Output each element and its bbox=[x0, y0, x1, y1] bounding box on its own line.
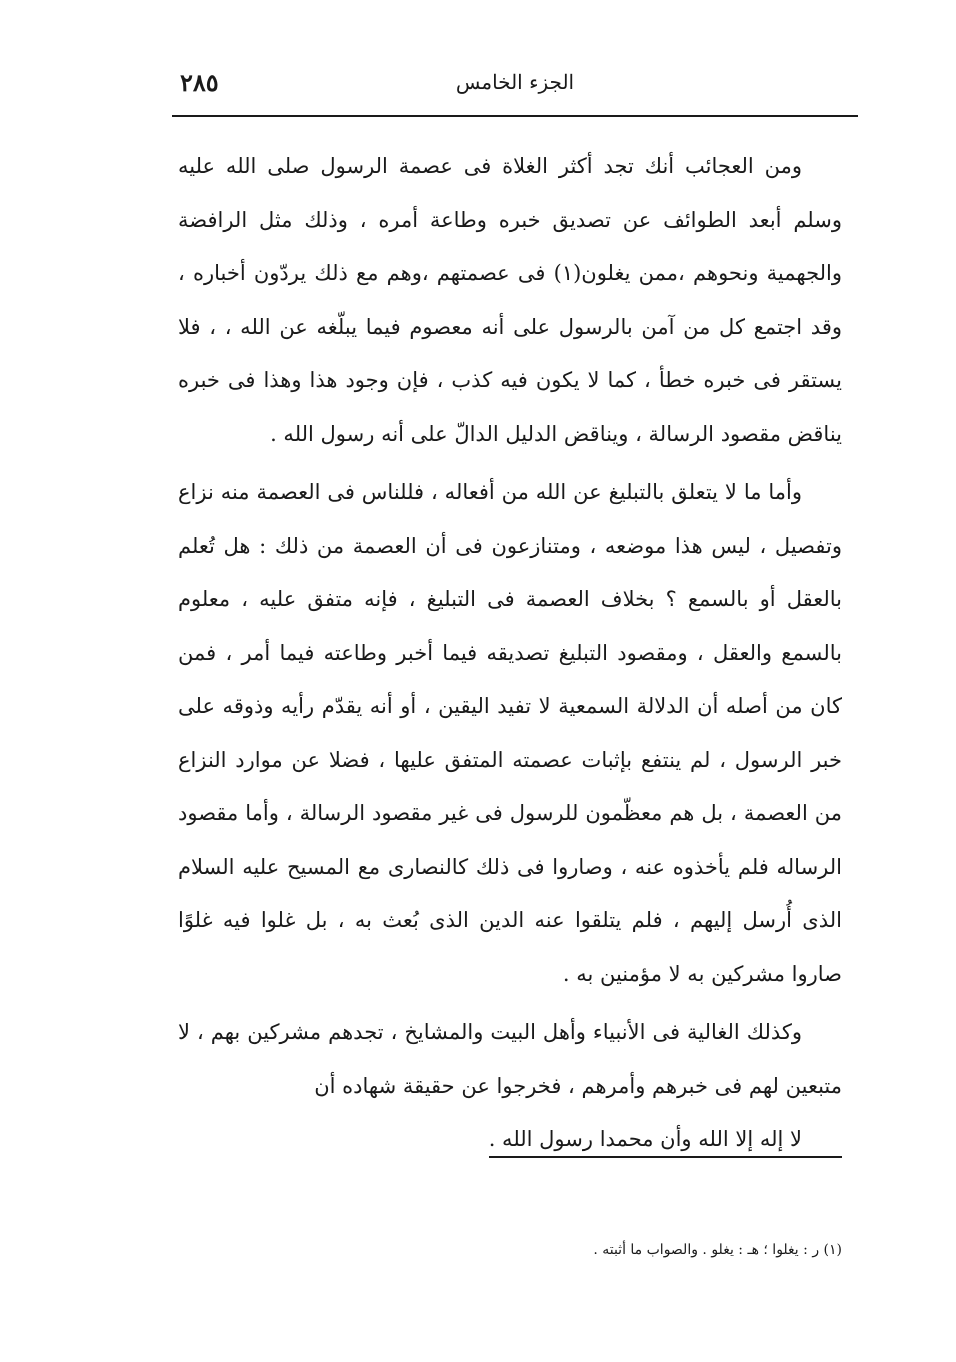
closing-line: لا إله إلا الله وأن محمدا رسول الله . bbox=[489, 1122, 842, 1158]
paragraph-3-text: وكذلك الغالية فى الأنبياء وأهل البيت والمشايخ ، تجدهم مشركين بهم ، لا متبعين لهم فى خبرهم وأمرهم ، فخرجوا عن حقيقة شهاده أن bbox=[178, 1020, 842, 1098]
paragraph-1: ومن العجائب أنك تجد أكثر الغلاة فى عصمة الرسول صلى الله عليه وسلم أبعد الطوائف عن تصديق خبره وطاعة أمره ، وذلك مثل الرافضة والجهمية ونحوهم ،ممن يغلون(١) فى عصمتهم ،وهم مع ذلك يردّون أخباره ، وقد اجتمع كل من آمن بالرسول على أنه معصوم فيما يبلّغه عن الله ، ، فلا يستقر فى خبره خطأ ، كما لا يكون فيه كذب ، فإن وجود هذا وهذا فى خبره يناقض مقصود الرسالة ، ويناقض الدليل الدالّ على أنه رسول الله . bbox=[178, 154, 842, 446]
footnote: (١) ر : يغلوا ؛ هـ : يغلو . والصواب ما أثبته . bbox=[593, 1242, 842, 1258]
running-head: الجزء الخامس bbox=[455, 70, 575, 94]
paragraph-3 bbox=[178, 1006, 842, 1167]
body-text bbox=[178, 140, 842, 1167]
paragraph-2: وأما ما لا يتعلق بالتبليغ عن الله من أفعاله ، فللناس فى العصمة منه نزاع وتفصيل ، ليس هذا موضعه ، ومتنازعون فى أن العصمة من ذلك : هل تُعلم بالعقل أو بالسمع ؟ بخلاف العصمة فى التبليغ ، فإنه متفق عليه ، معلوم بالسمع والعقل ، ومقصود التبليغ تصديقه فيما أخبر وطاعته فيما أمر ، فمن كان من أصله أن الدلالة السمعية لا تفيد اليقين ، أو أنه يقدّم رأيه وذوقه على خبر الرسول ، لم ينتفع بإثبات عصمته المتفق عليها ، فضلا عن موارد النزاع من العصمة ، بل هم معظّمون للرسول فى غير مقصود الرسالة ، وأما مقصود الرساله فلم يأخذوه عنه ، وصاروا فى ذلك كالنصارى مع المسيح عليه السلام الذى أُرسل إليهم ، فلم يتلقوا عنه الدين الذى بُعث به ، بل غلوا فيه غلوًا صاروا مشركين به لا مؤمنين به . bbox=[178, 480, 842, 986]
page-header bbox=[172, 66, 858, 110]
page-number: ٢٨٥ bbox=[180, 68, 219, 97]
header-rule bbox=[172, 115, 858, 117]
